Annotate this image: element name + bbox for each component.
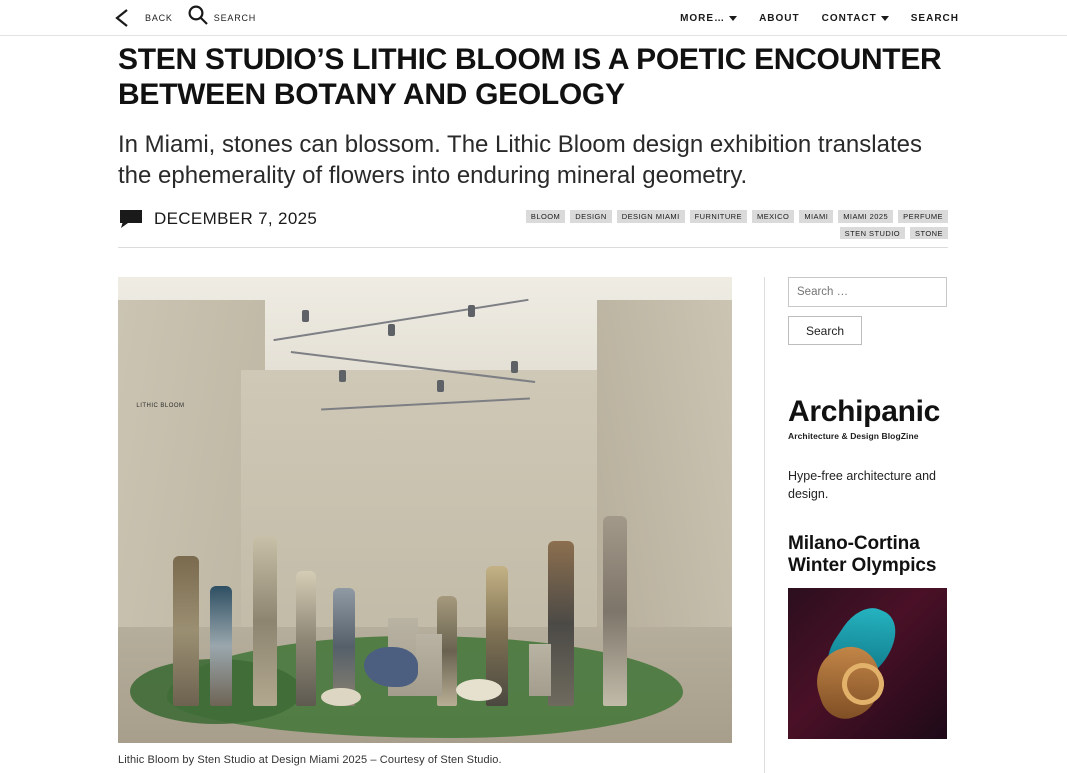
- promo-title[interactable]: Milano-Cortina Winter Olympics: [788, 533, 937, 576]
- tag-list: [478, 210, 948, 239]
- nav-right-group: [680, 0, 959, 36]
- wall-logo: LITHIC BLOOM: [136, 402, 185, 409]
- nav-item-about-label: ABOUT: [759, 12, 800, 24]
- sidebar: [788, 277, 947, 739]
- nav-item-contact-label: CONTACT: [821, 12, 877, 24]
- arrow-left-icon: [114, 8, 140, 28]
- header-search-label: SEARCH: [213, 12, 257, 23]
- site-brand[interactable]: [788, 397, 947, 441]
- article-date-block: [118, 208, 317, 230]
- tag-item[interactable]: STEN STUDIO: [840, 227, 905, 240]
- brand-tagline: Architecture & Design BlogZine: [788, 431, 919, 441]
- article-figure: [118, 277, 732, 766]
- sidebar-divider: [764, 277, 765, 773]
- tag-item[interactable]: STONE: [910, 227, 948, 240]
- chevron-down-icon: [881, 16, 889, 21]
- tag-item[interactable]: BLOOM: [526, 210, 565, 223]
- gallery-illustration: [118, 277, 732, 743]
- nav-item-search[interactable]: [911, 13, 959, 24]
- search-button[interactable]: Search: [788, 316, 862, 345]
- figure-caption: Lithic Bloom by Sten Studio at Design Miami 2025 – Courtesy of Sten Studio.: [118, 754, 502, 766]
- tag-item[interactable]: FURNITURE: [690, 210, 747, 223]
- tag-item[interactable]: DESIGN: [570, 210, 611, 223]
- article-date: DECEMBER 7, 2025: [154, 209, 318, 229]
- article-header: [118, 36, 948, 248]
- tag-item[interactable]: DESIGN MIAMI: [617, 210, 685, 223]
- tag-item[interactable]: MIAMI 2025: [838, 210, 893, 223]
- comment-icon[interactable]: [118, 208, 144, 230]
- tag-item[interactable]: MEXICO: [752, 210, 794, 223]
- nav-item-more-label: MORE…: [680, 12, 726, 24]
- header-search-shortcut[interactable]: [187, 4, 256, 31]
- nav-item-search-label: SEARCH: [910, 12, 959, 24]
- article-image: [118, 277, 732, 743]
- page-title: STEN STUDIO’S LITHIC BLOOM IS A POETIC ENCOUNTER BETWEEN BOTANY AND GEOLOGY: [118, 43, 942, 112]
- tag-item[interactable]: MIAMI: [799, 210, 833, 223]
- brand-description: Hype-free architecture and design.: [788, 469, 936, 502]
- brand-name: Archipanic: [788, 395, 941, 428]
- promo-image[interactable]: [788, 588, 947, 739]
- tag-item[interactable]: PERFUME: [898, 210, 948, 223]
- top-navigation-bar: [0, 0, 1067, 36]
- nav-item-more[interactable]: [680, 13, 737, 24]
- nav-left-group: [114, 4, 256, 31]
- search-input[interactable]: [788, 277, 947, 307]
- nav-item-about[interactable]: [759, 13, 800, 24]
- article-meta-row: [118, 208, 948, 248]
- search-icon: [187, 4, 209, 31]
- chevron-down-icon: [729, 16, 737, 21]
- back-button[interactable]: [114, 8, 173, 28]
- article-standfirst: In Miami, stones can blossom. The Lithic Bloom design exhibition translates the ephemerality of flowers into enduring mineral geometry.: [118, 130, 922, 190]
- back-label: BACK: [145, 12, 173, 23]
- nav-item-contact[interactable]: [822, 13, 889, 24]
